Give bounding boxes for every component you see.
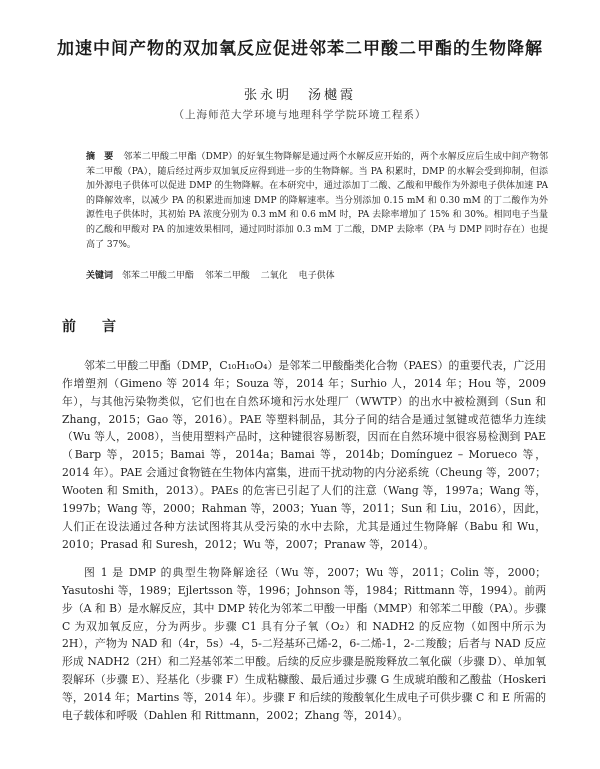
section-heading: 前 言: [62, 319, 122, 335]
keyword: 邻苯二甲酸二甲酯: [121, 271, 194, 281]
keywords-label: 关键词: [86, 271, 114, 281]
keyword: 邻苯二甲酸: [204, 271, 250, 281]
author-list: 张永明 汤樾霞: [243, 88, 356, 103]
keyword: 二氧化: [260, 271, 288, 281]
abstract: [86, 150, 548, 252]
abstract-text: 邻苯二甲酸二甲酯（DMP）的好氧生物降解是通过两个水解反应开始的，两个水解反应后生成中间产物邻苯二甲酸（PA），随后经过两步双加氧反应得到进一步的生物降解。当 PA 积累时，DMP 的水解会受到抑制，但添加外源电子供体可以促进 DMP 的生物降解。在本研究中，通过添加丁二酸、乙酸和甲酸作为外源电子供体加速 PA 的降解效率，以减少 PA 的积累进而加速 DMP 的降解速率。当分别添加 0.15 mM 和 0.30 mM 的丁二酸作为外源性电子供体时，其初始 PA 浓度分别为 0.3 mM 和 0.6 mM 时，PA 去除率增加了 15% 和 30%。相同电子当量的乙酸和甲酸对 PA 的加速效果相同，通过同时添加 0.3 mM 丁二酸，DMP 去除率（PA 与 DMP 同时存在）也提高了 37%。: [86, 152, 548, 250]
body-paragraph: 图 1 是 DMP 的典型生物降解途径（Wu 等，2007；Wu 等，2011；Colin 等，2000；Yasutoshi 等，1989；Ejlertsson 等，1996；Johnson 等，1984；Rittmann 等，1994）。前两步（A 和 B）是水解反应，其中 DMP 转化为邻苯二甲酸一甲酯（MMP）和邻苯二甲酸（PA）。步骤 C 为双加氧反应，分为两步。步骤 C1 具有分子氧（O₂）和 NADH2 的反应物（如图中所示为 2H），产物为 NAD 和（4r，5s）-4，5-二羟基环己烯-2，6-二烯-1，2-二羧酸；后者与 NAD 反应形成 NADH2（2H）和二羟基邻苯二甲酸。后续的反应步骤是脱羧释放二氧化碳（步骤 D）、单加氧裂解环（步骤 E）、羟基化（步骤 F）生成粘糠酸、最后通过步骤 G 生成琥珀酸和乙酸盐（Hoskeri 等，2014 年；Martins 等，2014 年）。步骤 F 和后续的羧酸氧化生成电子可供步骤 C 和 E 所需的电子载体和呼吸（Dahlen 和 Rittmann，2002；Zhang 等，2014）。: [62, 565, 546, 723]
affiliation: （上海师范大学环境与地理科学学院环境工程系）: [173, 109, 427, 121]
paper-title: 加速中间产物的双加氧反应促进邻苯二甲酸二甲酯的生物降解: [57, 39, 543, 59]
keyword: 电子供体: [298, 271, 335, 281]
body-paragraph: 邻苯二甲酸二甲酯（DMP，C₁₀H₁₀O₄）是邻苯二甲酸酯类化合物（PAES）的重要代表，广泛用作增塑剂（Gimeno 等 2014 年；Souza 等，2014 年；Surhio 人，2014 年；Hou 等，2009 年），与其他污染物类似，它们也在自然环境和污水处理厂（WWTP）的出水中被检测到（Sun 和 Zhang，2015；Gao 等，2016）。PAE 等塑料制品，其分子间的结合是通过氢键或范德华力连续（Wu 等人，2008），当使用塑料产品时，这种键很容易断裂，因而在自然环境中很容易检测到 PAE（Barp 等，2015；Bamai 等，2014a；Bamai 等，2014b；Domínguez – Morueco 等，2014 年）。PAE 会通过食物链在生物体内富集，进而干扰动物的内分泌系统（Cheung 等，2007；Wooten 和 Smith，2013）。PAEs 的危害已引起了人们的注意（Wang 等，1997a；Wang 等，1997b；Wang 等，2000；Rahman 等，2003；Yuan 等，2011；Sun 和 Liu，2016），因此，人们正在设法通过各种方法试图将其从受污染的水中去除，尤其是通过生物降解（Babu 和 Wu，2010；Prasad 和 Suresh，2012；Wu 等，2007；Pranaw 等，2014）。: [62, 358, 546, 551]
keywords: [86, 268, 548, 281]
abstract-label: 摘 要: [86, 152, 114, 162]
